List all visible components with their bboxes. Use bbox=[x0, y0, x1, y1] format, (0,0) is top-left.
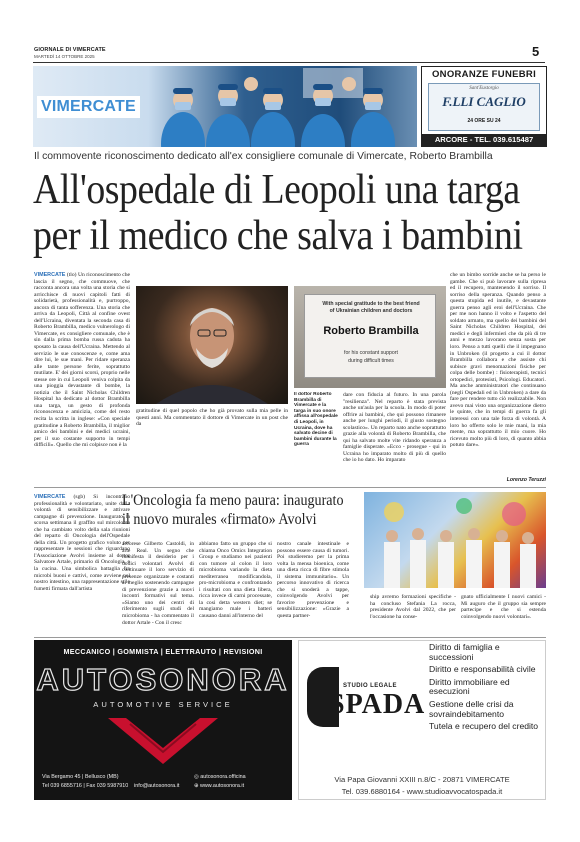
article2-city: VIMERCATE bbox=[34, 494, 66, 500]
ad-funebri-brand: F.LLI CAGLIO bbox=[442, 94, 526, 109]
autosonora-tagline: AUTOMOTIVE SERVICE bbox=[93, 700, 233, 709]
article2-col-4: nostro canale intestinale e possono essere causa di tumori. Poi studieremo per la prima volta la mensa bioenica, come una dieta ricca di fibre stimola il sistema immunitario». Un percorso innovativo di ricerca che si snoderà a tappe, coinvolgendo Avolvi per favorire prevenzione e sensibilizzazione: «Grazie a questa partner- bbox=[277, 541, 349, 620]
header-rule bbox=[33, 62, 545, 63]
article2-col-1 bbox=[34, 494, 130, 630]
plaque-line-1: With special gratitude to the best friend bbox=[322, 301, 420, 307]
article2-col-2-text: arcorese Gilberto Castoldi, in arte Real. Un segno che manifesta il desiderio per i dodici volontari Avolvi di continuare il loro servizio di presenze organizzate e costanti ai meglio sostenendo campagne di prevenzione grazie a nuovi incontri formativi sul tema. «Siamo uno dei centri di riferimento sugli studi del microbioma - ha commentato il dottor Artale - Con il cresc bbox=[122, 541, 194, 626]
spada-service-item: Gestione delle crisi da sovraindebitamento bbox=[429, 698, 514, 719]
spada-address: Via Papa Giovanni XXIII n.8/C - 20871 VIMERCATE bbox=[334, 775, 510, 784]
globe-icon: ⊕ bbox=[194, 783, 201, 789]
photo-caption: Il dottor Roberto Brambilla di Vimercate e la targa in suo onore affissa all'ospedale di Leopoli, in Ucraina, dove ha salvato decine di bambini durante la guerra bbox=[294, 392, 338, 448]
medical-team-photo bbox=[153, 66, 417, 147]
ad-funebri-title: ONORANZE FUNEBRI bbox=[431, 69, 537, 80]
issue-date: MARTEDÌ 14 OTTOBRE 2025 bbox=[34, 54, 95, 59]
plaque bbox=[304, 294, 436, 378]
ads-divider bbox=[34, 637, 546, 638]
autosonora-web[interactable] bbox=[194, 783, 244, 789]
autosonora-instagram[interactable] bbox=[194, 774, 246, 780]
ad-funebri-contact: ARCORE - TEL. 039.615487 bbox=[422, 134, 546, 146]
ad-spada bbox=[298, 640, 546, 800]
ad-funebri-frame bbox=[428, 83, 540, 131]
plaque-line-4: during difficult times bbox=[348, 358, 394, 364]
article2-col-2 bbox=[122, 541, 194, 635]
article1-kicker: Il commovente riconoscimento dedicato all'ex consigliere comunale di Vimercate, Roberto Brambilla bbox=[34, 151, 493, 162]
spada-services bbox=[429, 643, 543, 732]
plaque-photo bbox=[294, 286, 446, 388]
ad-funebri bbox=[421, 66, 547, 147]
ad-funebri-hours: 24 ORE SU 24 bbox=[467, 118, 501, 124]
article2-col-1-text: (sgb) Si incontrano professionalità e volontariato, unite dalla volontà di sensibilizzare e attivare campagne di prevenzione. Inaugurato la scorsa settimana il graffito sul mircoloma che ha cambiato volto della sala riunioni del reparto di Oncologia dell'Ospedale della città. Un progetto grafico voluto per rappresentare le sessioni che riguardano l'Associazione Avolvi insieme al dottor Salvatore Artale, primario di Oncologia, e la cucina. Una simbolica battaglia fra microbi buoni e cattivi, come avviene nel nostro intestino, una rappresentazione stile fumetti firmata dall'artista bbox=[34, 494, 130, 592]
plaque-line-2: of Ukrainian children and doctors bbox=[329, 308, 413, 314]
autosonora-services: MECCANICO | GOMMISTA | ELETTRAUTO | REVISIONI bbox=[63, 647, 263, 656]
autosonora-address: Via Bergamo 45 | Bellusco (MB) bbox=[42, 774, 119, 780]
spada-contact[interactable]: Tel. 039.6880164 - www.studioavvocatospada.it bbox=[341, 787, 503, 796]
plaque-name: Roberto Brambilla bbox=[323, 325, 419, 337]
article-divider bbox=[34, 487, 546, 488]
section-banner bbox=[33, 66, 417, 147]
paper-name: GIORNALE DI VIMERCATE bbox=[34, 47, 106, 53]
instagram-icon: ◎ bbox=[194, 774, 201, 780]
article1-headline-2: per il medico che salva i bambini bbox=[33, 213, 523, 259]
article1-byline: Lorenzo Teruzzi bbox=[506, 477, 546, 483]
spada-service-item: Diritto immobiliare ed esecuzioni bbox=[429, 676, 510, 697]
article1-col-1 bbox=[34, 272, 130, 482]
article2-col-5: ship avremo formazioni specifiche - ha concluso Stefania La rocca, presidente Avolvi dal 2022, che per l'occasione ha conse- bbox=[370, 594, 456, 620]
article1-col-4: dare con fiducia al futuro. In una parola "resilienza". Nel reparto è stata prevista anche un'aula per la scuola. In modo di poter offrire ai bambini, che qui possono rimanere anche per lunghi periodi, il giusto sostegno scolastico». Un reparto nato anche soprattutto grazie alla volontà di Roberto Brambilla, che qui ha salvato molte vite ridando speranza a famiglie disperate. «Ecco - prosegue - qui in Ucraina ho imparato molto di più di quello che io ho dato. Ho imparato bbox=[343, 392, 446, 464]
article1-headline-1: All'ospedale di Leopoli una targa bbox=[33, 167, 520, 213]
autosonora-phone: Tel 039 6855716 | Fax 039 5987910 bbox=[42, 783, 129, 789]
portrait-figure bbox=[136, 286, 288, 404]
mural-photo bbox=[364, 492, 546, 588]
article2-col-3: abbiamo fatto un gruppo che si chiama Onco Omics Integration Group e studiamo nei pazienti con tumore al colon il loro microbioma variando la dieta mediterranea modificandola, pro-microbioma e confrontando i risultati con una dieta libera, ricca invece di carni processate, la così detta western diet; se mangiamo male i batteri causano danni all'interno del bbox=[199, 541, 272, 620]
section-title: VIMERCATE bbox=[37, 96, 140, 118]
autosonora-email[interactable]: info@autosonora.it bbox=[134, 783, 180, 789]
plaque-line-3: for his constant support bbox=[344, 350, 398, 356]
article1-city: VIMERCATE bbox=[34, 272, 66, 278]
autosonora-brand: AUTOSONORA bbox=[36, 662, 290, 697]
ad-autosonora bbox=[34, 640, 292, 800]
page-number: 5 bbox=[532, 44, 540, 59]
article1-col-1-text: (tlo) Un riconoscimento che lascia il segno, che commuove, che racconta ancora una volta una storia che si arricchisce di nuovi capitoli fatti di solidarietà, professionalità e, purtroppo, ancora di tanta sofferenza. Una storia che arriva da Leopoli, Città al confine ovest dell'Ucraina, diventata la seconda casa di Roberto Brambilla, medico vulnerologo di Vimercate, ex consigliere comunale, che è sin dalla prima bomba russa caduta ha sposato la causa dell'Ucraina. Mettendo al servizio le sue conoscenze e, come ama dire lui, le sue mani. Per ridare speranza alle tante persone ferite, soprattutto mutilate. E' dei giorni scorsi, proprio nelle stesse ore in cui Leopoli veniva colpita da una pioggia devastante di bombe, la notizia che il Saint Nicholas Children Hospital ha dedicato al dottor Brambilla una targa, un gesto di profonda riconoscenza e amicizia, come del resto recita la scritta in inglese: «Con speciale gratitudine a Roberto Brambilla, il miglior amico dei bambini e dei medici ucraini, per il suo costante supporto in tempi difficili». Quello che mi colpisce non è la bbox=[34, 272, 130, 449]
spada-service-item: Tutela e recupero del credito bbox=[429, 721, 539, 732]
spada-service-item: Diritto e responsabilità civile bbox=[429, 664, 536, 675]
autosonora-instagram-text: autosonora.officina bbox=[200, 774, 246, 780]
article1-col-5: che un bimbo sorride anche se ha perso le gambe. Che si può lavorare sulla ripresa ed il recupero, mantenendo il sorriso. Il sorriso della speranza. Quando penso a questa stupida ed inutile, e devastante guerra penso agli eroi dell'Ucraina. Che per me non hanno il volto e l'aspetto del soldato armato, ma quello dei bambini del Saint Nicholas Children Hospital, dei medici e degli infermieri che da più di tre anni e mezzo lavorano senza sosta per loro. Penso a tutti quelli che il impegnano in Unbroken (il progetto a cui il dottor Brambilla collabora e che assiste chi subisce gravi menomazioni fisiche per colpa delle bombe) : fisioterapisti, tecnici ortopedici, protesisti, Psicologi. Educatori. Ma anche amministratori che continuano (negli Ospedali ed in Unbroken) a dare da fare per rendere tutto ciò realizzabile. Non avevo mai visto una organizzazione dietro le quinte, che in tempi di guerra fa gli interessi con una tale forza di volontà. A loro ho offerto solo le mie mani, la mia mente, ma soprattutto il mio cuore. Ho ricevuto molto più di loro, di quanto abbia potuto dare». bbox=[450, 272, 546, 449]
ad-funebri-script: Sant'Eustorgio bbox=[469, 86, 499, 91]
article2-headline-1: L'Oncologia fa meno paura: inaugurato bbox=[122, 492, 344, 509]
spada-logo-top: STUDIO LEGALE bbox=[343, 683, 397, 689]
spada-logo-name: SPADA bbox=[329, 689, 426, 720]
article2-headline-2: il nuovo murales «firmato» Avolvi bbox=[122, 511, 317, 528]
article1-col-2: gratitudine di quel popolo che ho già provato sulla mia pelle in questi anni. Ma commentato il dottore di Vimercate in un post che da bbox=[136, 408, 288, 428]
autosonora-web-text: www.autosonora.it bbox=[200, 783, 245, 789]
brambilla-portrait bbox=[136, 286, 288, 404]
mural-group bbox=[364, 492, 546, 588]
spada-service-item: Diritto di famiglia e successioni bbox=[429, 642, 500, 662]
autosonora-logo-icon bbox=[104, 714, 222, 768]
article2-col-6: gnato ufficialmente I nuovi camici - Mi auguro che il gruppo sia sempre partecipe e che si estenda coinvolgendo nuovi volontari». bbox=[461, 594, 546, 620]
spada-logo bbox=[307, 663, 426, 731]
